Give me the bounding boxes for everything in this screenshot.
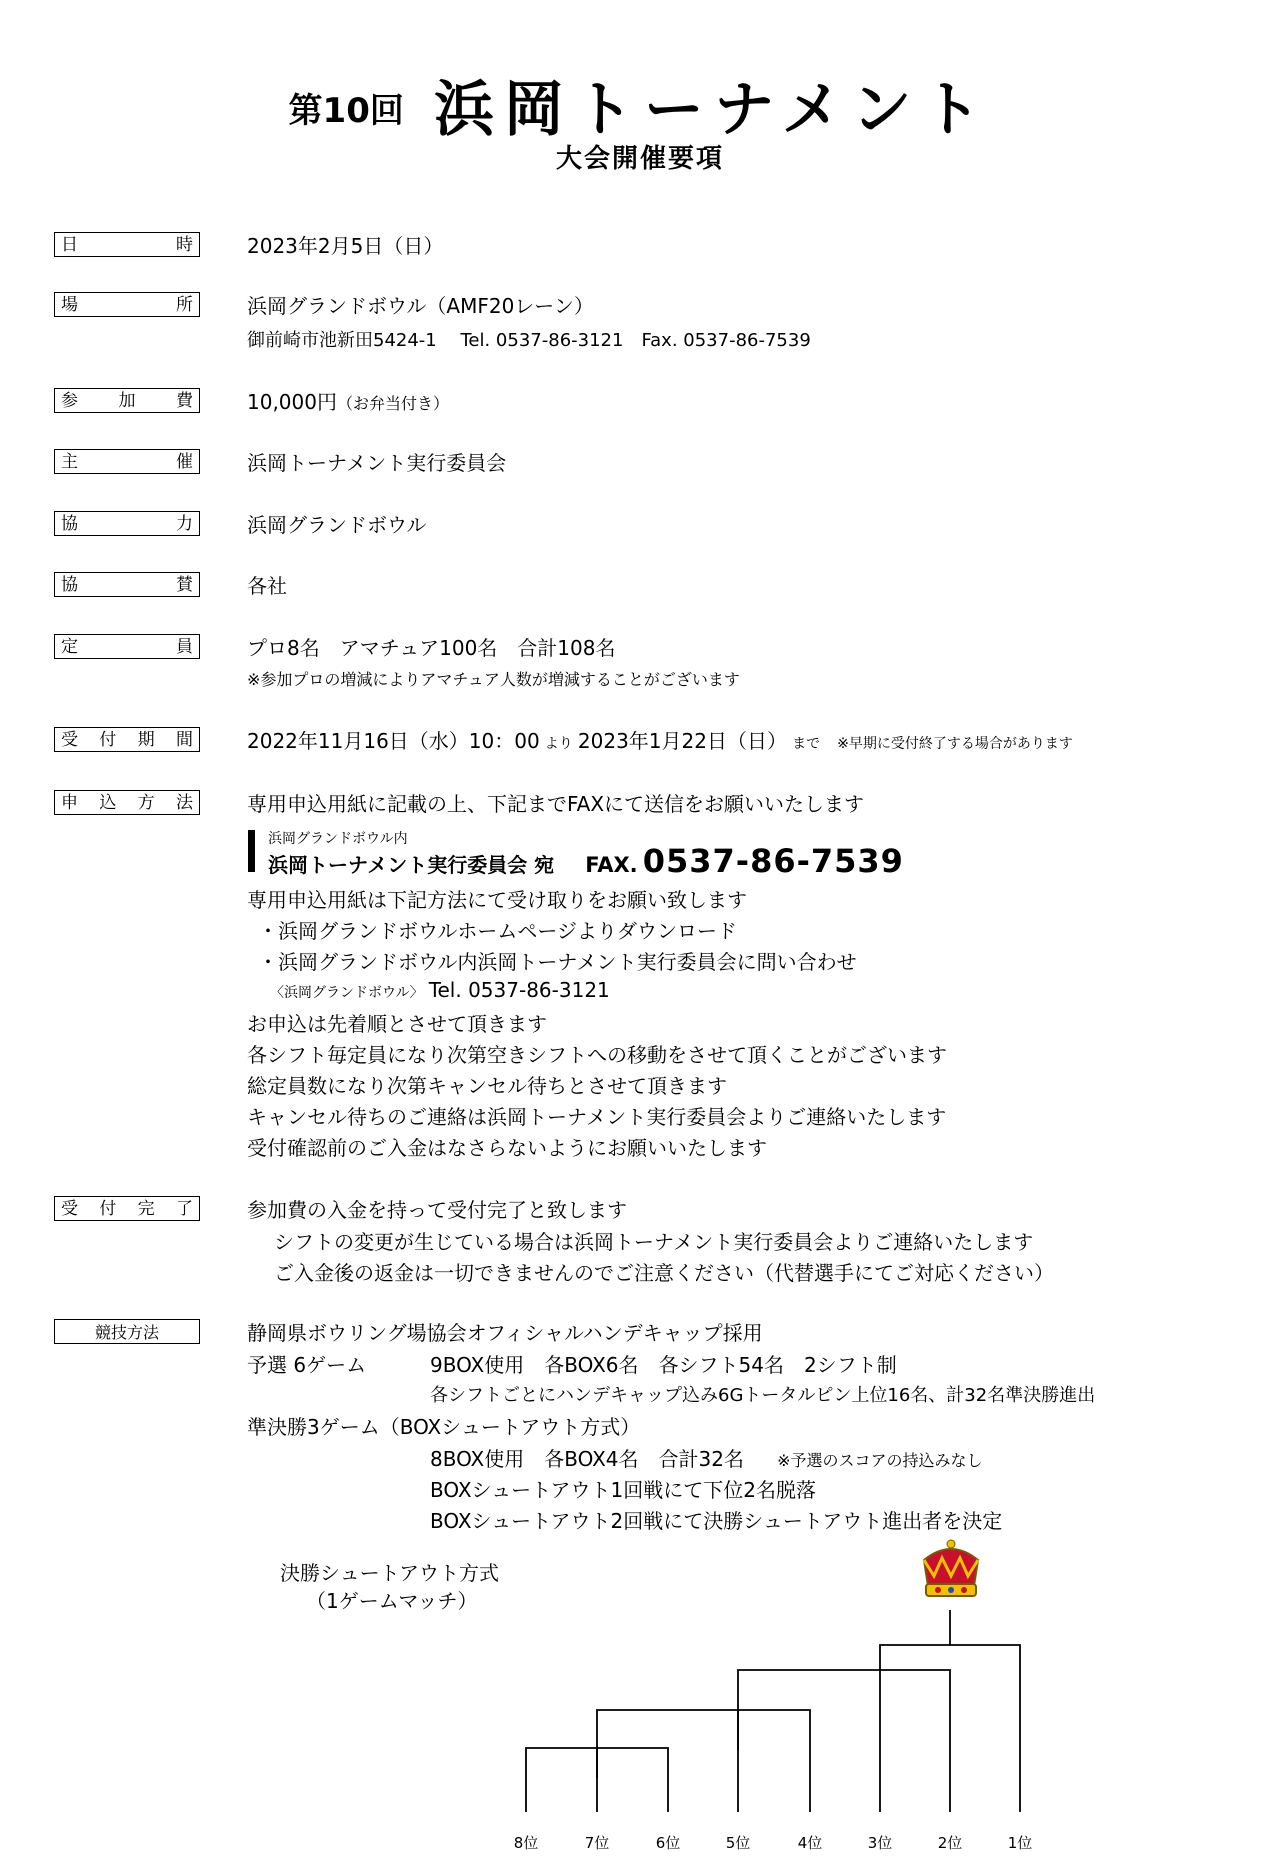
- semi-line1: 8BOX使用 各BOX4名 合計32名: [430, 1447, 744, 1471]
- label-char: 員: [176, 637, 193, 657]
- place-7: 7位: [584, 1834, 610, 1852]
- label-venue: [54, 292, 200, 317]
- final-title: 決勝シュートアウト方式: [280, 1561, 499, 1585]
- bracket-match-7-4: [597, 1710, 810, 1812]
- entry-until: まで: [792, 736, 821, 752]
- label-sponsor: [54, 572, 200, 597]
- fax-org: 浜岡トーナメント実行委員会 宛: [268, 853, 555, 877]
- crown-icon: [918, 1536, 984, 1602]
- place-1: 1位: [1007, 1834, 1033, 1852]
- complete-line2: シフトの変更が生じている場合は浜岡トーナメント実行委員会よりご連絡いたします: [274, 1230, 1034, 1254]
- label-fee: [54, 388, 200, 413]
- label-char: 主: [61, 452, 78, 472]
- label-host: [54, 449, 200, 474]
- apply-note-2: 各シフト毎定員になり次第空きシフトへの移動をさせて頂くことがございます: [247, 1043, 947, 1067]
- label-char: 賛: [176, 575, 193, 595]
- fax-org-small: 浜岡グランドボウル内: [268, 831, 408, 847]
- apply-bullet2: ・浜岡グランドボウル内浜岡トーナメント実行委員会に問い合わせ: [258, 950, 857, 974]
- label-char: 場: [61, 295, 78, 315]
- place-5: 5位: [725, 1834, 751, 1852]
- fee-note: （お弁当付き）: [336, 394, 449, 413]
- competition-handicap: 静岡県ボウリング場協会オフィシャルハンデキャップ採用: [247, 1321, 763, 1345]
- semi-line3: BOXシュートアウト2回戦にて決勝シュートアウト進出者を決定: [430, 1509, 1003, 1533]
- fax-row: [268, 842, 904, 880]
- label-char: 受: [61, 1199, 78, 1219]
- complete-line1: 参加費の入金を持って受付完了と致します: [247, 1198, 627, 1222]
- label-char: 付: [99, 1199, 117, 1219]
- label-char: 協: [61, 575, 78, 595]
- label-char: 申: [61, 793, 78, 813]
- bracket-match-5-2: [738, 1670, 950, 1812]
- venue-name: 浜岡グランドボウル（AMF20レーン）: [247, 294, 594, 318]
- label-char: 力: [176, 514, 193, 534]
- prelim-label: 予選 6ゲーム: [247, 1353, 367, 1377]
- label-entry-period: [54, 727, 200, 752]
- label-char: 方: [137, 793, 155, 813]
- label-char: 法: [175, 793, 193, 813]
- label-cooperation: [54, 511, 200, 536]
- page-title: [0, 62, 1280, 148]
- label-char: 期: [137, 730, 155, 750]
- bracket-labels: [514, 1834, 1033, 1852]
- label-char: 所: [176, 295, 193, 315]
- fee-amount: 10,000円: [247, 390, 337, 414]
- entry-period-row: [247, 725, 1073, 754]
- label-char: 日: [61, 235, 78, 255]
- final-subtitle: （1ゲームマッチ）: [306, 1589, 478, 1613]
- label-char: 費: [176, 391, 193, 411]
- semi-line2: BOXシュートアウト1回戦にて下位2名脱落: [430, 1478, 816, 1502]
- place-2: 2位: [937, 1834, 963, 1852]
- label-char: 加: [118, 391, 136, 411]
- place-4: 4位: [797, 1834, 823, 1852]
- apply-tel-row: [270, 978, 610, 1002]
- entry-from: より: [544, 736, 573, 752]
- label-char: 間: [175, 730, 193, 750]
- final-bracket: [500, 1610, 1060, 1870]
- complete-line3: ご入金後の返金は一切できませんのでご注意ください（代替選手にてご対応ください）: [274, 1261, 1054, 1285]
- label-entry-complete: [54, 1196, 200, 1221]
- apply-note-3: 総定員数になり次第キャンセル待ちとさせて頂きます: [247, 1074, 727, 1098]
- semi-line1-row: [430, 1443, 982, 1472]
- label-competition: 競技方法: [54, 1319, 200, 1344]
- fee-row: [247, 386, 449, 415]
- semi-label: 準決勝3ゲーム（BOXシュートアウト方式）: [247, 1415, 641, 1439]
- prelim-line2: 各シフトごとにハンデキャップ込み6Gトータルピン上位16名、計32名準決勝進出: [430, 1385, 1096, 1406]
- date-value: 2023年2月5日（日）: [247, 234, 444, 258]
- fax-label: FAX.: [585, 853, 638, 877]
- label-apply-method: [54, 790, 200, 815]
- label-capacity: [54, 634, 200, 659]
- place-8: 8位: [513, 1834, 539, 1852]
- page-subtitle: 大会開催要項: [555, 144, 724, 174]
- sponsor-value: 各社: [247, 574, 287, 598]
- label-char: 完: [137, 1199, 155, 1219]
- label-char: 時: [176, 235, 193, 255]
- place-6: 6位: [655, 1834, 681, 1852]
- apply-note-5: 受付確認前のご入金はなさらないようにお願いいたします: [247, 1136, 767, 1160]
- capacity-note: ※参加プロの増減によりアマチュア人数が増減することがございます: [247, 670, 740, 689]
- cooperation-value: 浜岡グランドボウル: [247, 513, 427, 537]
- label-char: 付: [99, 730, 117, 750]
- fax-marker-bar: [248, 830, 255, 872]
- entry-start: 2022年11月16日（水）10：00: [247, 729, 540, 753]
- entry-note: ※早期に受付終了する場合があります: [837, 736, 1073, 752]
- label-char: 定: [61, 637, 78, 657]
- apply-line2: 専用申込用紙は下記方法にて受け取りをお願い致します: [247, 888, 747, 912]
- label-char: 協: [61, 514, 78, 534]
- label-char: 参: [61, 391, 78, 411]
- apply-note-1: お申込は先着順とさせて頂きます: [247, 1012, 547, 1036]
- tournament-name: 浜岡トーナメント: [433, 75, 992, 145]
- apply-note-4: キャンセル待ちのご連絡は浜岡トーナメント実行委員会よりご連絡いたします: [247, 1105, 947, 1129]
- label-char: 受: [61, 730, 78, 750]
- apply-tel-small: 〈浜岡グランドボウル〉: [270, 985, 424, 1001]
- venue-address: 御前崎市池新田5424-1 Tel. 0537-86-3121 Fax. 0537-86-7539: [247, 330, 811, 351]
- apply-tel: Tel. 0537-86-3121: [428, 978, 610, 1002]
- capacity-value: プロ8名 アマチュア100名 合計108名: [247, 636, 616, 660]
- entry-end: 2023年1月22日（日）: [577, 729, 787, 753]
- fax-number: 0537-86-7539: [642, 842, 904, 880]
- apply-bullet1: ・浜岡グランドボウルホームページよりダウンロード: [258, 919, 737, 943]
- label-date: [54, 232, 200, 257]
- place-3: 3位: [867, 1834, 893, 1852]
- edition: 第10回: [288, 91, 404, 131]
- semi-line1-note: ※予選のスコアの持込みなし: [777, 1451, 983, 1470]
- label-char: 催: [176, 452, 193, 472]
- prelim-line1: 9BOX使用 各BOX6名 各シフト54名 2シフト制: [430, 1353, 897, 1377]
- label-char: 込: [99, 793, 117, 813]
- bracket-lines: [526, 1610, 1020, 1812]
- apply-line1: 専用申込用紙に記載の上、下記までFAXにて送信をお願いいたします: [247, 792, 865, 816]
- label-char: 了: [175, 1199, 193, 1219]
- host-value: 浜岡トーナメント実行委員会: [247, 451, 507, 475]
